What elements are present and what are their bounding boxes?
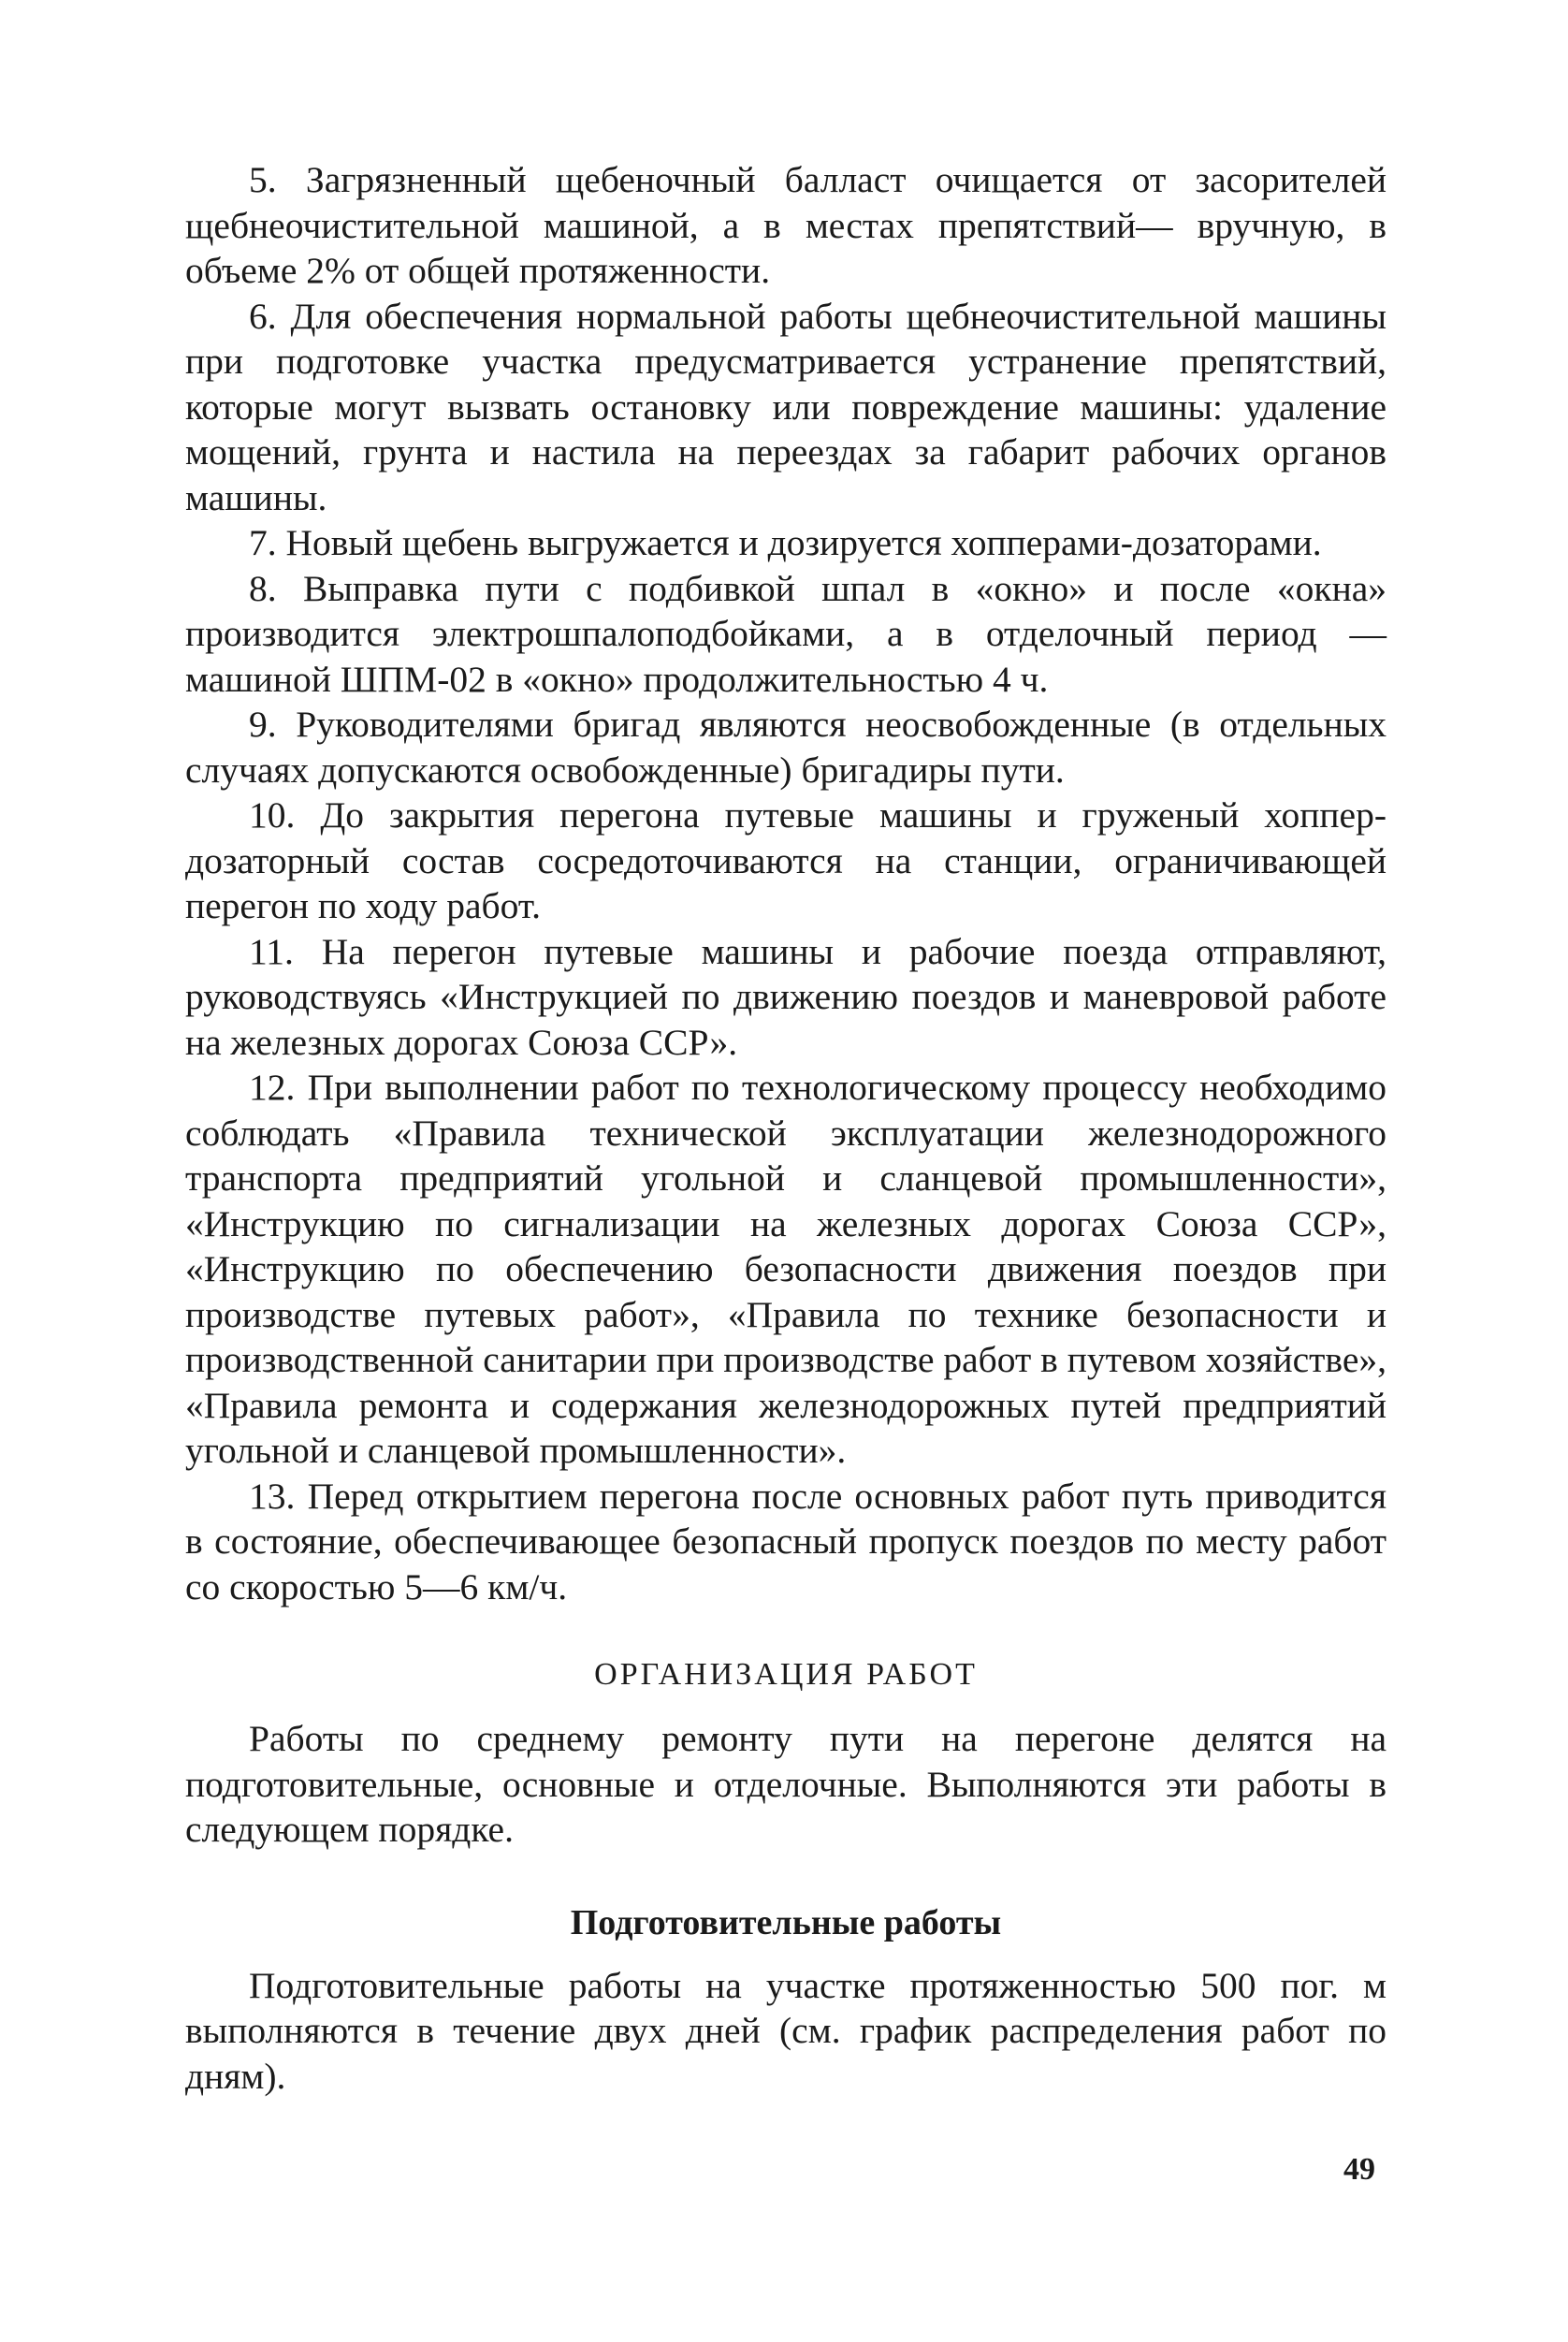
paragraph-item-6: 6. Для обеспечения нормальной работы щебнеочистительной машины при подготовке участка предусматривается устранение препятствий, которые могут вызвать остановку или повреждение машины: удаление мощений, грунта и настила на переездах за габарит рабочих органов машины. — [185, 295, 1387, 518]
paragraph-item-13: 13. Перед открытием перегона после основных работ путь приводится в состояние, обеспечивающее безопасный пропуск поездов по месту работ со скоростью 5—6 км/ч. — [185, 1475, 1387, 1607]
paragraph-item-9: 9. Руководителями бригад являются неосвобожденные (в отдельных случаях допускаются освобожденные) бригадиры пути. — [185, 704, 1387, 791]
paragraph-item-10: 10. До закрытия перегона путевые машины и груженый хоппер-дозаторный состав сосредоточиваются на станции, ограничивающей перегон по ходу работ. — [185, 794, 1387, 926]
subsection-heading: Подготовительные работы — [570, 1902, 1002, 1942]
subsection-paragraph: Подготовительные работы на участке протяженностью 500 пог. м выполняются в течение двух дней (см. график распределения работ по дням). — [185, 1964, 1387, 2097]
paragraph-item-5: 5. Загрязненный щебеночный балласт очищается от засорителей щебнеочистительной машиной, а в местах препятствий— вручную, в объеме 2% от общей протяженности. — [185, 159, 1387, 291]
paragraph-item-11: 11. На перегон путевые машины и рабочие поезда отправляют, руководствуясь «Инструкцией по движению поездов и маневровой работе на железных дорогах Союза ССР». — [185, 930, 1387, 1063]
page-number: 49 — [1343, 2152, 1375, 2187]
paragraph-item-8: 8. Выправка пути с подбивкой шпал в «окно» и после «окна» производится электрошпалоподбойками, а в отделочный период — машиной ШПМ-02 в «окно» продолжительностью 4 ч. — [185, 567, 1387, 700]
section-paragraph: Работы по среднему ремонту пути на перегоне делятся на подготовительные, основные и отделочные. Выполняются эти работы в следующем порядке. — [185, 1718, 1387, 1850]
section-heading: ОРГАНИЗАЦИЯ РАБОТ — [594, 1657, 978, 1692]
paragraph-item-12: 12. При выполнении работ по технологическому процессу необходимо соблюдать «Правила технической эксплуатации железнодорожного транспорта предприятий угольной и сланцевой промышленности», «Инструкцию по сигнализации на железных дорогах Союза ССР», «Инструкцию по обеспечению безопасности движения поездов при производстве путевых работ», «Правила по технике безопасности и производственной санитарии при производстве работ в путевом хозяйстве», «Правила ремонта и содержания железнодорожных путей предприятий угольной и сланцевой промышленности». — [185, 1067, 1387, 1471]
paragraph-item-7: 7. Новый щебень выгружается и дозируется хопперами-дозаторами. — [249, 522, 1322, 563]
document-page — [185, 157, 1387, 2099]
